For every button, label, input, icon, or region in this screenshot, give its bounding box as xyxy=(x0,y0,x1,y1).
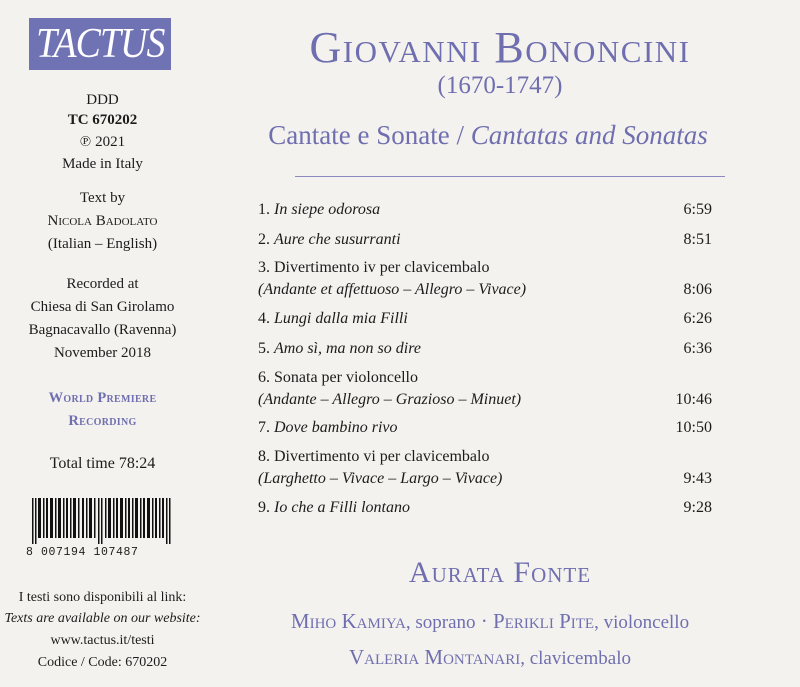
recording-venue: Chiesa di San Girolamo xyxy=(30,299,175,315)
performer-name: Perikli Pite xyxy=(493,609,595,633)
track-detail: (Andante et affettuoso – Allegro – Vivace) xyxy=(258,281,527,298)
track-1 xyxy=(258,199,712,221)
track-number: 9. xyxy=(258,499,270,516)
text-author: Nicola Badolato xyxy=(47,213,158,229)
barcode xyxy=(32,498,172,544)
composer-years: (1670-1747) xyxy=(437,72,563,99)
track-title: Divertimento vi per clavicembalo xyxy=(274,448,490,465)
track-duration: 6:36 xyxy=(683,340,712,357)
track-9 xyxy=(258,497,712,519)
texts-english: Texts are available on our website: xyxy=(4,611,201,626)
track-number: 8. xyxy=(258,448,270,465)
header-divider xyxy=(295,176,725,177)
text-languages: (Italian – English) xyxy=(47,236,158,252)
track-number: 2. xyxy=(258,231,270,248)
track-5 xyxy=(258,338,712,360)
track-duration: 8:51 xyxy=(683,231,712,248)
codice-code: Codice / Code: 670202 xyxy=(37,655,168,670)
track-3 xyxy=(258,257,712,301)
performer-name: Valeria Montanari xyxy=(349,645,521,669)
track-4 xyxy=(258,308,712,330)
performer-role: , clavicembalo xyxy=(520,648,631,669)
track-title: Io che a Filli lontano xyxy=(274,499,410,516)
track-title: In siepe odorosa xyxy=(274,201,381,218)
album-title-italian: Cantate e Sonate xyxy=(268,120,450,150)
album-title-english: Cantatas and Sonatas xyxy=(470,120,708,150)
track-title: Aure che susurranti xyxy=(274,231,401,248)
texts-url-link[interactable]: www.tactus.it/testi xyxy=(50,633,155,648)
text-by-label: Text by xyxy=(79,190,126,206)
track-title: Sonata per violoncello xyxy=(274,369,418,386)
tactus-logo xyxy=(29,18,171,70)
track-duration: 9:43 xyxy=(683,470,712,487)
performers-line-1 xyxy=(210,609,770,634)
performer-name: Miho Kamiya xyxy=(290,609,406,633)
track-7 xyxy=(258,417,712,439)
track-8 xyxy=(258,446,712,490)
recording-place: Bagnacavallo (Ravenna) xyxy=(28,322,177,338)
track-detail: (Larghetto – Vivace – Largo – Vivace) xyxy=(258,470,503,487)
title-separator: / xyxy=(456,120,464,150)
barcode-number: 8 007194 107487 xyxy=(26,546,139,559)
track-title: Dove bambino rivo xyxy=(274,419,398,436)
catalog-number: TC 670202 xyxy=(67,112,138,128)
performers-line-2 xyxy=(210,645,770,670)
track-number: 3. xyxy=(258,259,270,276)
album-title xyxy=(218,120,758,151)
track-number: 5. xyxy=(258,340,270,357)
track-title: Lungi dalla mia Filli xyxy=(274,310,408,327)
track-duration: 6:26 xyxy=(683,310,712,327)
performer-separator: · xyxy=(475,609,493,633)
made-in: Made in Italy xyxy=(62,156,143,172)
performer-role: , violoncello xyxy=(594,612,690,633)
track-duration: 10:50 xyxy=(675,419,712,436)
track-title: Amo sì, ma non so dire xyxy=(274,340,421,357)
track-number: 1. xyxy=(258,201,270,218)
track-6 xyxy=(258,367,712,411)
ddd-label: DDD xyxy=(86,92,119,108)
recording-date: November 2018 xyxy=(53,345,152,361)
phonogram-year: ℗ 2021 xyxy=(79,134,126,150)
track-duration: 9:28 xyxy=(683,499,712,516)
track-title: Divertimento iv per clavicembalo xyxy=(274,259,490,276)
texts-url[interactable] xyxy=(0,632,205,650)
recorded-at-label: Recorded at xyxy=(66,276,139,292)
premiere-line-2: Recording xyxy=(68,413,137,429)
track-duration: 6:59 xyxy=(683,201,712,218)
total-time: Total time 78:24 xyxy=(49,455,156,472)
ensemble-name: Aurata Fonte xyxy=(408,556,592,589)
track-detail: (Andante – Allegro – Grazioso – Minuet) xyxy=(258,391,522,408)
logo-text: TACTUS xyxy=(35,21,165,67)
track-duration: 10:46 xyxy=(675,391,712,408)
composer-name: Giovanni Bononcini xyxy=(309,23,691,72)
premiere-line-1: World Premiere xyxy=(48,390,157,406)
label-column xyxy=(0,0,205,687)
track-duration: 8:06 xyxy=(683,281,712,298)
performer-role: , soprano xyxy=(405,612,476,633)
track-number: 4. xyxy=(258,310,270,327)
track-number: 7. xyxy=(258,419,270,436)
track-number: 6. xyxy=(258,369,270,386)
track-2 xyxy=(258,229,712,251)
texts-italian: I testi sono disponibili al link: xyxy=(18,590,187,605)
